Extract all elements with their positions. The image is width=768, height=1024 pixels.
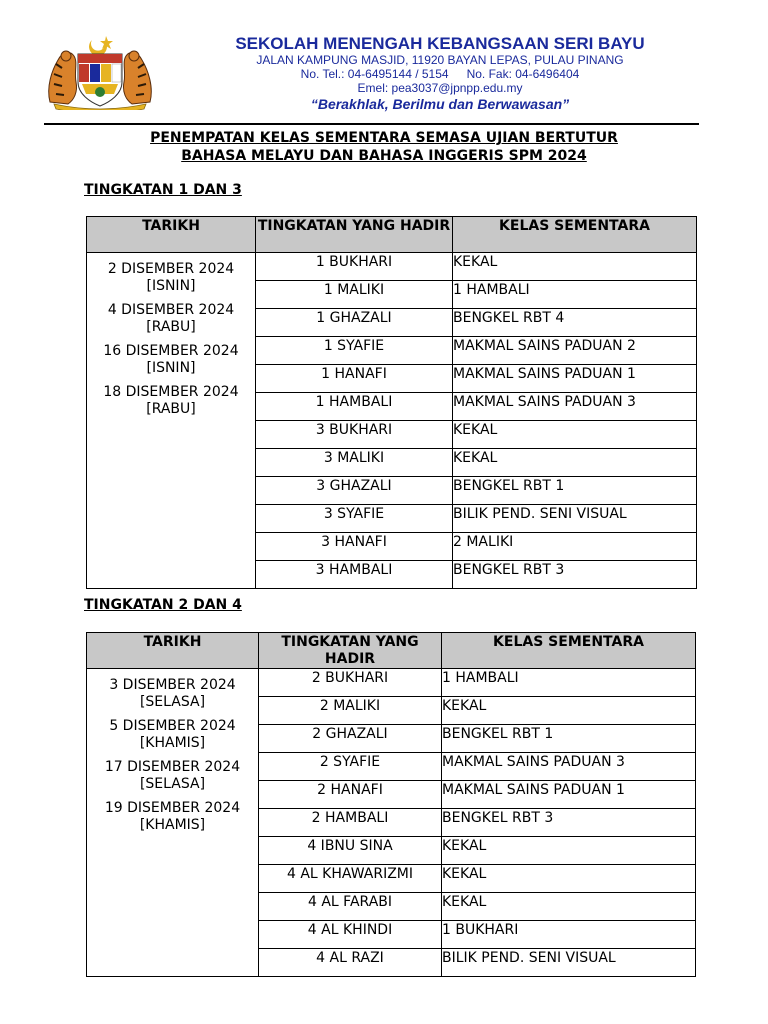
kelas-cell: KEKAL (442, 837, 696, 865)
header-kelas: KELAS SEMENTARA (453, 217, 697, 253)
kelas-cell: MAKMAL SAINS PADUAN 1 (453, 365, 697, 393)
placement-table-tingkatan-1-3 (86, 216, 697, 589)
kelas-cell: BILIK PEND. SENI VISUAL (453, 505, 697, 533)
kelas-cell: BILIK PEND. SENI VISUAL (442, 949, 696, 977)
kelas-cell: KEKAL (453, 421, 697, 449)
tingkatan-cell: 1 HAMBALI (256, 393, 453, 421)
fax-number: No. Fak: 04-6496404 (466, 67, 580, 81)
kelas-cell: BENGKEL RBT 3 (442, 809, 696, 837)
table-row (87, 253, 697, 281)
email-address: Emel: pea3037@jpnpp.edu.my (357, 81, 523, 95)
coat-of-arms-icon (44, 32, 156, 110)
kelas-cell: 1 BUKHARI (442, 921, 696, 949)
date-cell (87, 253, 256, 589)
tingkatan-cell: 1 MALIKI (256, 281, 453, 309)
table-row (87, 669, 696, 697)
tingkatan-cell: 2 BUKHARI (259, 669, 442, 697)
tingkatan-cell: 4 AL KHINDI (259, 921, 442, 949)
date-cell (87, 669, 259, 977)
day-text: [SELASA] (139, 694, 206, 710)
date-text: 19 DISEMBER 2024 (104, 800, 241, 816)
table-header-row (87, 217, 697, 253)
phone-number: No. Tel.: 04-6495144 / 5154 (300, 67, 449, 81)
date-entry (87, 718, 258, 752)
day-text: [KHAMIS] (139, 817, 206, 833)
kelas-cell: BENGKEL RBT 3 (453, 561, 697, 589)
tingkatan-cell: 3 BUKHARI (256, 421, 453, 449)
tingkatan-cell: 1 SYAFIE (256, 337, 453, 365)
tingkatan-cell: 4 AL FARABI (259, 893, 442, 921)
kelas-cell: KEKAL (442, 865, 696, 893)
day-text: [RABU] (146, 319, 196, 335)
section-heading-tingkatan-2-4: TINGKATAN 2 DAN 4 (84, 597, 242, 613)
day-text: [ISNIN] (146, 278, 196, 294)
tingkatan-cell: 1 BUKHARI (256, 253, 453, 281)
kelas-cell: KEKAL (442, 697, 696, 725)
tingkatan-cell: 3 GHAZALI (256, 477, 453, 505)
kelas-cell: 1 HAMBALI (453, 281, 697, 309)
header-divider (44, 123, 699, 125)
kelas-cell: BENGKEL RBT 1 (442, 725, 696, 753)
document-title-line1: PENEMPATAN KELAS SEMENTARA SEMASA UJIAN BERTUTUR (150, 130, 618, 146)
date-entry (87, 800, 258, 834)
day-text: [RABU] (146, 401, 196, 417)
document-title-line2: BAHASA MELAYU DAN BAHASA INGGERIS SPM 2024 (181, 148, 587, 164)
date-entry (87, 302, 255, 336)
kelas-cell: KEKAL (453, 449, 697, 477)
table-header-row (87, 633, 696, 669)
tingkatan-cell: 2 SYAFIE (259, 753, 442, 781)
date-entry (87, 759, 258, 793)
section-heading-tingkatan-1-3: TINGKATAN 1 DAN 3 (84, 182, 242, 198)
school-name: SEKOLAH MENENGAH KEBANGSAAN SERI BAYU (235, 34, 645, 53)
date-text: 2 DISEMBER 2024 (107, 261, 235, 277)
date-entry (87, 343, 255, 377)
kelas-cell: MAKMAL SAINS PADUAN 1 (442, 781, 696, 809)
placement-table-tingkatan-2-4 (86, 632, 696, 977)
kelas-cell: 2 MALIKI (453, 533, 697, 561)
day-text: [ISNIN] (146, 360, 196, 376)
kelas-cell: BENGKEL RBT 1 (453, 477, 697, 505)
kelas-cell: 1 HAMBALI (442, 669, 696, 697)
header-tingkatan: TINGKATAN YANG HADIR (256, 217, 453, 253)
header-tarikh: TARIKH (87, 633, 259, 669)
tingkatan-cell: 3 HANAFI (256, 533, 453, 561)
date-text: 5 DISEMBER 2024 (109, 718, 236, 734)
school-address: JALAN KAMPUNG MASJID, 11920 BAYAN LEPAS, PULAU PINANG (256, 53, 624, 67)
tingkatan-cell: 1 GHAZALI (256, 309, 453, 337)
tingkatan-cell: 2 HANAFI (259, 781, 442, 809)
date-text: 4 DISEMBER 2024 (107, 302, 235, 318)
kelas-cell: KEKAL (453, 253, 697, 281)
tingkatan-cell: 3 SYAFIE (256, 505, 453, 533)
tingkatan-cell: 3 MALIKI (256, 449, 453, 477)
date-entry (87, 677, 258, 711)
kelas-cell: MAKMAL SAINS PADUAN 3 (453, 393, 697, 421)
tingkatan-cell: 4 AL KHAWARIZMI (259, 865, 442, 893)
kelas-cell: BENGKEL RBT 4 (453, 309, 697, 337)
date-text: 3 DISEMBER 2024 (109, 677, 236, 693)
day-text: [KHAMIS] (139, 735, 206, 751)
tingkatan-cell: 2 MALIKI (259, 697, 442, 725)
kelas-cell: MAKMAL SAINS PADUAN 3 (442, 753, 696, 781)
date-text: 18 DISEMBER 2024 (103, 384, 239, 400)
day-text: [SELASA] (139, 776, 206, 792)
contact-numbers (170, 67, 710, 81)
tingkatan-cell: 2 GHAZALI (259, 725, 442, 753)
tingkatan-cell: 2 HAMBALI (259, 809, 442, 837)
date-entry (87, 261, 255, 295)
header-kelas: KELAS SEMENTARA (442, 633, 696, 669)
school-motto: “Berakhlak, Berilmu dan Berwawasan” (310, 96, 570, 112)
tingkatan-cell: 3 HAMBALI (256, 561, 453, 589)
header-tarikh: TARIKH (87, 217, 256, 253)
date-text: 16 DISEMBER 2024 (103, 343, 239, 359)
kelas-cell: MAKMAL SAINS PADUAN 2 (453, 337, 697, 365)
tingkatan-cell: 1 HANAFI (256, 365, 453, 393)
kelas-cell: KEKAL (442, 893, 696, 921)
tingkatan-cell: 4 AL RAZI (259, 949, 442, 977)
date-text: 17 DISEMBER 2024 (104, 759, 241, 775)
header-tingkatan: TINGKATAN YANG HADIR (259, 633, 442, 669)
date-entry (87, 384, 255, 418)
tingkatan-cell: 4 IBNU SINA (259, 837, 442, 865)
